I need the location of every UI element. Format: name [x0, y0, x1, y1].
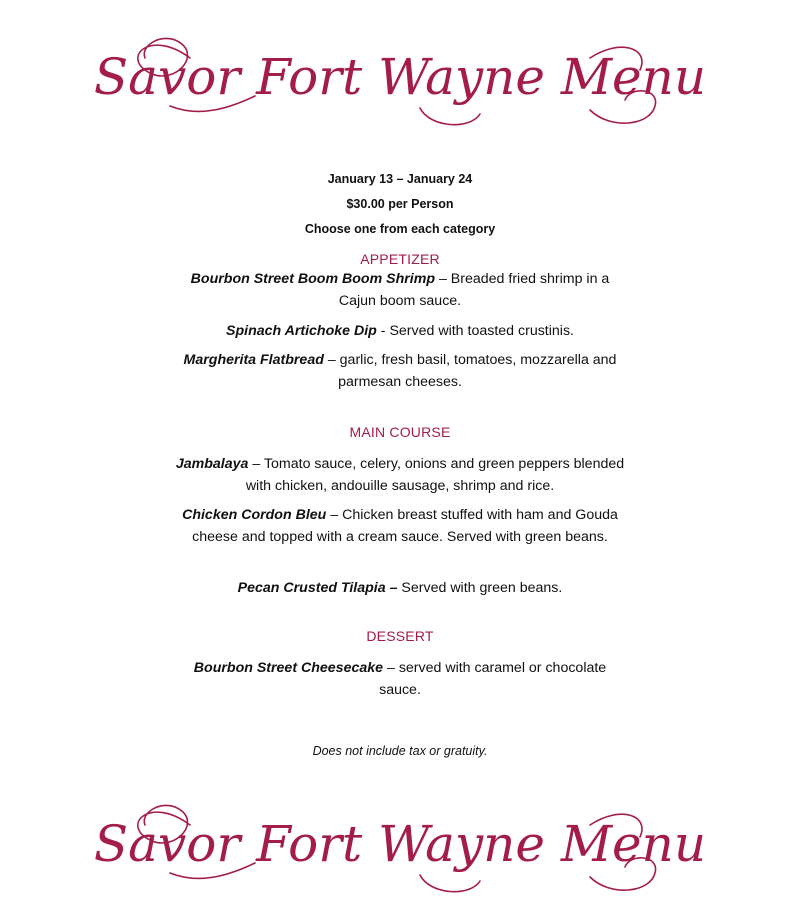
- footer-logo-text: Savor Fort Wayne Menu: [93, 815, 707, 873]
- menu-item: [175, 504, 625, 548]
- menu-item-name: Spinach Artichoke Dip: [226, 323, 377, 339]
- menu-instruction: Choose one from each category: [304, 222, 496, 236]
- footer-logo: [0, 785, 800, 895]
- menu-item-description: Chicken breast stuffed with ham and Gouda cheese and topped with a cream sauce. Served with green beans.: [192, 507, 618, 545]
- menu-item-separator: –: [383, 660, 399, 676]
- section-title-appetizer: APPETIZER: [360, 251, 440, 267]
- menu-item-separator: –: [323, 352, 340, 368]
- menu-item: [175, 577, 625, 599]
- menu-item: [175, 268, 625, 312]
- menu-item-separator: –: [326, 507, 343, 523]
- promotion-dates: January 13 – January 24: [327, 172, 473, 186]
- header-logo-text: Savor Fort Wayne Menu: [93, 48, 707, 106]
- menu-item-description: Breaded fried shrimp in a Cajun boom sauce.: [338, 271, 610, 309]
- menu-item-separator: –: [248, 456, 264, 472]
- header-logo-graphic: [0, 18, 800, 128]
- menu-item: [175, 657, 625, 701]
- menu-item: [175, 453, 625, 497]
- menu-item-name: Jambalaya: [175, 456, 249, 472]
- menu-item-name: Bourbon Street Boom Boom Shrimp: [190, 271, 436, 287]
- menu-item-name: Bourbon Street Cheesecake: [193, 660, 384, 676]
- tax-gratuity-note: Does not include tax or gratuity.: [312, 744, 488, 758]
- menu-item-separator: -: [376, 323, 390, 339]
- menu-item-description: garlic, fresh basil, tomatoes, mozzarella and parmesan cheeses.: [338, 352, 617, 390]
- price-per-person: $30.00 per Person: [346, 197, 454, 211]
- menu-item-description: served with caramel or chocolate sauce.: [379, 660, 607, 698]
- menu-item-name: Margherita Flatbread: [183, 352, 324, 368]
- menu-item-description: Served with toasted crustinis.: [389, 323, 574, 339]
- menu-item-separator: –: [435, 271, 451, 287]
- menu-item: [175, 349, 625, 393]
- header-logo: [0, 18, 800, 128]
- menu-item-description: Tomato sauce, celery, onions and green peppers blended with chicken, andouille sausage, shrimp and rice.: [245, 456, 625, 494]
- menu-item-description: Served with green beans.: [401, 580, 563, 596]
- section-title-dessert: DESSERT: [366, 628, 434, 644]
- footer-logo-graphic: [0, 785, 800, 895]
- menu-item-name: Pecan Crusted Tilapia –: [237, 580, 398, 596]
- menu-item: [175, 320, 625, 342]
- section-title-main-course: MAIN COURSE: [349, 424, 451, 440]
- menu-item-name: Chicken Cordon Bleu: [182, 507, 327, 523]
